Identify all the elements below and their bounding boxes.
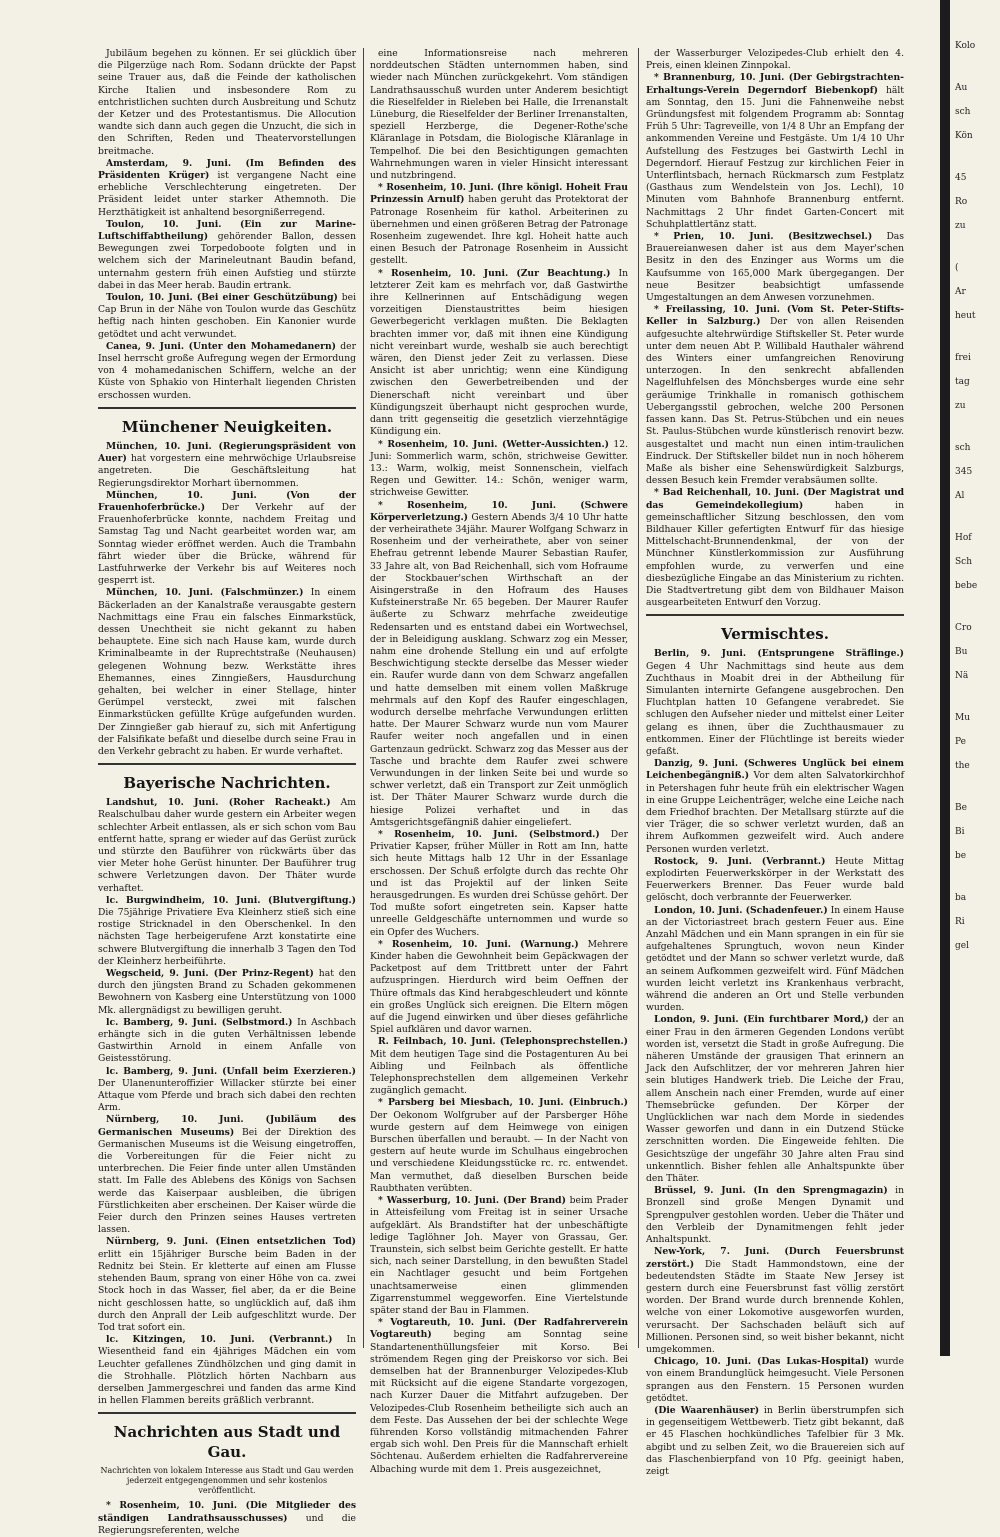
dateline: * Rosenheim, 10. Juni. (Wetter-Aussichten.): [378, 438, 610, 450]
item-text: hat vorgestern eine mehrwöchige Urlaubsreise angetreten. Die Geschäftsleitung hat Regierungsdirektor Morhart übernommen.: [98, 453, 356, 489]
dateline: R. Feilnbach, 10. Juni. (Telephonsprechstellen.): [378, 1036, 628, 1048]
adjacent-page-fragment: [955, 40, 1000, 1340]
item-text: Bei der Direktion des Germanischen Museums ist die Weisung eingetroffen, die Vorbereitungen für die Feier nicht zu unterbrechen. Die Feier finde unter allen Umständen statt. Im Falle des Ablebens des Königs von Sachsen werde das Kaiserpaar ausbleiben, die übrigen Fürstlichkeiten aber erscheinen. Der Kaiser würde die Feier durch den Prinzen seines Hauses vertreten lassen.: [98, 1126, 356, 1236]
dateline: Toulon, 10. Juni. (Ein zur Marine-Luftschiffabtheilung): [98, 218, 356, 243]
news-item: [370, 1317, 628, 1476]
news-item: [98, 797, 356, 895]
dateline: Wegscheid, 9. Juni. (Der Prinz-Regent): [106, 968, 314, 980]
dateline: * Prien, 10. Juni. (Besitzwechsel.): [654, 231, 873, 243]
news-item: [98, 1236, 356, 1334]
item-text: hält am Sonntag, den 15. Juni die Fahnenweihe nebst Gründungsfest mit folgendem Programm ab: Sonntag Früh 5 Uhr: Tagreveille, von 1/4 8 Uhr an Empfang der ankommenden Vereine und Festgäste. Um 1/4 10 Uhr Aufstellung des Festzuges bei Gastwirth Lechl in Degerndorf. Hierauf Festzug zur kirchlichen Feier in Unterflintsbach, hernach Rückmarsch zum Festplatz (Gasthaus zum Wendelstein von Jos. Lechl), 10 Minuten vom Bahnhofe Brannenburg entfernt. Nachmittags 2 Uhr findet Garten-Concert mit Schuhplattlertänz statt.: [646, 84, 904, 230]
item-text: hat den durch den jüngsten Brand zu Schaden gekommenen Bewohnern von Kasberg eine Unterstützung von 1000 Mk. allergnädigst zu bewilligen geruht.: [98, 968, 357, 1016]
news-item: [98, 968, 356, 1017]
news-item: [370, 439, 628, 500]
column-1: [98, 48, 357, 1536]
news-item: [646, 758, 904, 856]
dateline: * Wasserburg, 10. Juni. (Der Brand): [378, 1195, 566, 1207]
column-rule: [638, 48, 639, 1348]
dateline: New-York, 7. Juni. (Durch Feuersbrunst zerstört.): [646, 1246, 904, 1270]
news-item: [646, 1405, 904, 1478]
dateline: * Rosenheim, 10. Juni. (Schwere Körperverletzung.): [370, 499, 628, 523]
news-item: [646, 1014, 904, 1185]
dateline: Toulon, 10. Juni. (Bei einer Geschützübung): [106, 292, 338, 304]
fragment-line: (: [955, 263, 959, 273]
fragment-line: Be: [955, 803, 967, 813]
news-item: [646, 1356, 904, 1405]
dateline: Nürnberg, 10. Juni. (Jubiläum des Germanischen Museums): [98, 1114, 356, 1138]
news-item: [98, 158, 356, 219]
item-text: Die 75jährige Privatiere Eva Kleinherz stieß sich eine rostige Stricknadel in den Oberschenkel. In den nächsten Tage herbeigerufene Arzt konstatirte eine schwere Blutvergiftung die innerhalb 3 Tagen den Tod der Kleinherz herbeiführte.: [98, 907, 356, 967]
fragment-line: Hof: [955, 533, 972, 543]
news-item: [98, 1017, 356, 1066]
news-item: [370, 939, 628, 1037]
dateline: London, 9. Juni. (Ein furchtbarer Mord,): [654, 1014, 869, 1026]
news-item: [370, 1097, 628, 1195]
dateline: * Vogtareuth, 10. Juni. (Der Radfahrerverein Vogtareuth): [370, 1317, 628, 1341]
fragment-line: the: [955, 761, 970, 771]
item-text: In einem Hause an der Victoriastreet brach gestern Feuer aus. Eine Anzahl Mädchen und ein Mann sprangen in ein für sie aufgehaltenes Sprungtuch, wovon neun Kinder getödtet und der Mann so schwer verletzt wurde, daß an seinem Aufkommen gezweifelt wird. Fünf Mädchen wurden leicht verletzt ins Krankenhaus verbracht, während die anderen an Ort und Stelle verbunden wurden.: [646, 904, 905, 1014]
item-text: gehörender Ballon, dessen Bewegungen zwei Torpedoboote folgten und in welchem sich der Marineleutnant Baudin befand, unternahm gestern früh einen Aufstieg und stürzte dabei in das Meer herab. Baudin ertrank.: [98, 231, 356, 291]
item-text: Der Oekonom Wolfgruber auf der Parsberger Höhe wurde gestern auf dem Heimwege von einigen Burschen überfallen und beraubt. — In der Nacht von gestern auf heute wurde im Schulhaus eingebrochen und verschiedene Kleidungsstücke rc. rc. entwendet. Man vermuthet, daß dieselben Burschen beide Raubthaten verübten.: [370, 1109, 628, 1194]
section-heading-local: Nachrichten aus Stadt und Gau.: [113, 1423, 341, 1462]
news-item: [646, 72, 904, 231]
dateline: London, 10. Juni. (Schadenfeuer.): [654, 904, 828, 916]
fragment-line: Mu: [955, 713, 971, 723]
item-text: Der Privatier Kapser, früher Müller in Rott am Inn, hatte sich heute Mittags halb 12 Uhr in der Essanlage erschossen. Der Schuß erfolgte durch das rechte Ohr und ist das Projektil auf der linken Seite herausgedrungen. Es wurden drei Schüsse gehört. Der Tod mußte sofort eingetreten sein. Kapser hatte unreelle Geldgeschäfte unternommen und wurde so ein Opfer des Wuchers.: [370, 829, 628, 938]
dateline: München, 10. Juni. (Von der Frauenhoferbrücke.): [98, 489, 356, 513]
dateline: Chicago, 10. Juni. (Das Lukas-Hospital): [654, 1356, 869, 1368]
section-heading-munich: Münchener Neuigkeiten.: [121, 417, 333, 436]
news-item: [98, 490, 356, 588]
dateline: lc. Bamberg, 9. Juni. (Unfall beim Exerzieren.): [106, 1065, 356, 1077]
news-item: [98, 441, 356, 490]
fragment-line: Au: [955, 83, 968, 93]
item-text: der an einer Frau in den ärmeren Gegenden Londons verübt worden ist, versetzt die Stadt in große Aufregung. Die näheren Umstände der grausigen That erinnern an Jack den Aufschlitzer, der vor mehreren Jahren hier sein blutiges Handwerk trieb. Die Leiche der Frau, allem Anschein nach einer Fremden, wurde auf einer Themsebrücke gefunden. Der Körper der Unglücklichen war nach dem Morde in siedendes Wasser geworfen und dann in ein Dutzend Stücke zerschnitten worden. Die Eingeweide fehlten. Die Gesichtszüge der ungefähr 30 Jahre alten Frau sind unkenntlich. Bisher fehlen alle Anhaltspunkte über den Thäter.: [646, 1014, 905, 1185]
item-text: In letzterer Zeit kam es mehrfach vor, daß Gastwirthe ihre Kellnerinnen auf Entschädigung wegen vorzeitigen Dienstaustrittes beim hiesigen Gewerbegericht verklagen mußten. Die Beklagten brachten immer vor, daß mit ihnen eine Kündigung nicht vereinbart wurde, weshalb sie auch berechtigt wären, den Dienst jeder Zeit zu verlassen. Diese Ansicht ist aber unrichtig; wenn eine Kündigung zwischen den Gewerbetreibenden und der Dienerschaft nicht vereinbart und über Kündigungszeit überhaupt nicht gesprochen wurde, dann tritt gegenseitig die gesetzlich vierzehntägige Kündigung ein.: [370, 267, 629, 438]
item-text: In einem Bäckerladen an der Kanalstraße verausgabte gestern Nachmittags eine Frau ein falsches Einmarkstück, dessen Unechtheit sie nicht gekannt zu haben behauptete. Eine sich nach Hause kam, wurde durch Kriminalbeamte in der Ruprechtstraße (Neuhausen) gelegenen Wohnung bezw. Werkstätte ihres Ehemannes, eines Zinngießers, Hausdurchung gehalten, bei welcher in einer Stellage, hinter Gerümpel versteckt, zwei mit falschen Einmarkstücken gefüllte Krüge aufgefunden wurden. Der Zinngießer gab hierauf zu, sich mit Anfertigung der Falsifikate befaßt und dieselbe durch seine Frau in den Verkehr gebracht zu haben. Er wurde verhaftet.: [98, 587, 356, 757]
section-divider: [98, 1412, 356, 1414]
fragment-line: tag: [955, 377, 970, 387]
dateline: * Rosenheim, 10. Juni. (Ihre königl. Hoheit Frau Prinzessin Arnulf): [370, 182, 628, 206]
item-text: Der Ulanenunteroffizier Willacker stürzte bei einer Attaque vom Pferde und brach sich dabei den rechten Arm.: [98, 1077, 356, 1114]
fragment-line: Al: [955, 491, 965, 501]
dateline: Landshut, 10. Juni. (Roher Racheakt.): [106, 797, 331, 809]
article-text: der Wasserburger Velozipedes-Club erhielt den 4. Preis, einen kleinen Zinnpokal.: [646, 48, 904, 72]
fragment-line: Kön: [955, 131, 973, 141]
section-heading-bavaria: Bayerische Nachrichten.: [123, 774, 331, 793]
fragment-line: Bu: [955, 647, 968, 657]
newspaper-page: [98, 48, 918, 1536]
news-item: [98, 219, 356, 292]
item-text: Mit dem heutigen Tage sind die Postagenturen Au bei Aibling und Feilnbach als öffentliche Telephonsprechstellen dem allgemeinen Verkehr zugänglich gemacht.: [370, 1048, 628, 1097]
dateline: lc. Burgwindheim, 10. Juni. (Blutvergiftung.): [106, 894, 356, 906]
fragment-line: Nä: [955, 671, 969, 681]
news-item: [646, 905, 904, 1015]
item-text: Mehrere Kinder haben die Gewohnheit beim Gepäckwagen der Packetpost auf dem Trittbrett unter der Fahrt aufzuspringen. Hierdurch wird beim Oeffnen der Thüre oftmals das Kind herabgeschleudert und könnte ein großes Unglück sich ereignen. Die Eltern mögen auf die Jugend einwirken und über dieses gefährliche Spiel aufklären und davor warnen.: [370, 938, 628, 1036]
news-item: [370, 829, 628, 939]
fragment-line: Kolo: [955, 41, 976, 51]
fragment-line: ba: [955, 893, 967, 903]
dateline: * Brannenburg, 10. Juni. (Der Gebirgstrachten-Erhaltungs-Verein Degerndorf Biebenkopf): [646, 72, 904, 96]
dateline: * Freilassing, 10. Juni. (Vom St. Peter-Stifts-Keller in Salzburg.): [646, 304, 904, 328]
fragment-line: Pe: [955, 737, 966, 747]
fragment-line: heut: [955, 311, 976, 321]
news-item: [98, 1114, 356, 1236]
item-text: In Aschbach erhängte sich in die guten Verhältnissen lebende Gastwirthin Arnold in einem Anfalle von Geistesstörung.: [98, 1016, 356, 1065]
news-item: [370, 500, 628, 829]
dateline: Canea, 9. Juni. (Unter den Mohamedanern): [106, 340, 336, 352]
article-text: eine Informationsreise nach mehreren norddeutschen Städten unternommen haben, sind wieder nach München zurückgekehrt. Vom ständigen Landrathsausschuß wurden unter Anderem besichtigt die Rieselfelder in Rieleben bei Halle, die Irrenanstalt Lüneburg, die Rieselfelder der Berliner Irrenanstalten, speziell Herzberge, die Degener-Rothe'sche Kläranlage in Potsdam, die Biologische Kläranlage in Tempelhof. Die bei den Besichtigungen gemachten Wahrnehmungen waren in vieler Hinsicht interessant und nutzbringend.: [370, 48, 628, 182]
item-text: erlitt ein 15jähriger Bursche beim Baden in der Rednitz bei Stein. Er kletterte auf einen am Flusse stehenden Baum, sprang von einer Höhe von ca. zwei Stock hoch in das Wasser, fiel aber, da er die Beine nicht geschlossen hatte, so unglücklich auf, daß ihm durch den Anprall der Leib aufgeschlitzt wurde. Der Tod trat sofort ein.: [98, 1248, 356, 1333]
item-text: beging am Sonntag seine Standartenenthüllungsfeier mit Korso. Bei strömendem Regen ging der Preiskorso vor sich. Bei demselben hat der Brannenburger Velozipedes-Klub mit Rücksicht auf die eigene Standarte vorgezogen, nach Kurzer Dauer die Mitfahrt aufzugeben. Der Velozipedes-Club Rosenheim betheiligte sich auch an dem Feste. Das Aussehen der bei der schlechte Wege führenden Korso vollständig mitmachenden Fahrer ergab sich wohl. Den Preis für die Mannschaft erhielt Söchtenau. Außerdem erhielten die Radfahrervereine Albaching wurde mit dem 1. Preis ausgezeichnet,: [370, 1329, 628, 1475]
news-item: [98, 292, 356, 341]
news-item: [98, 1334, 356, 1407]
item-text: In Wiesentheid fand ein 4jähriges Mädchen ein vom Leuchter gefallenes Zündhölzchen und ging damit in die Strohhalle. Plötzlich hörten Nachbarn aus derselben Jammergeschrei und fanden das arme Kind in hellen Flammen bereits gräßlich verbrannt.: [98, 1334, 356, 1407]
section-heading-miscellany: Vermischtes.: [721, 625, 829, 644]
column-2: [370, 48, 629, 1475]
item-text: Die Stadt Hammondstown, eine der bedeutendsten Städte im Staate New Jersey ist gestern durch eine Feuersbrunst fast völlig zerstört worden. Der Brand wurde durch brennende Kohlen, welche von einer Lokomotive ausgeworfen wurden, verursacht. Der Sachschaden beläuft sich auf Millionen. Personen sind, so weit bisher bekannt, nicht umgekommen.: [646, 1258, 904, 1355]
item-text: 12. Juni: Sommerlich warm, schön, strichweise Gewitter. 13.: Warm, wolkig, meist Sonnenschein, vielfach Regen und Gewitter. 14.: Schön, weniger warm, strichweise Gewitter.: [370, 438, 628, 499]
news-item: [98, 587, 356, 758]
column-rule: [363, 48, 364, 1348]
news-item: [98, 1066, 356, 1115]
fragment-line: zu: [955, 221, 966, 231]
item-text: Am Realschulbau daher wurde gestern ein Arbeiter wegen schlechter Arbeit entlassen, als er sich schon vom Bau entfernt hatte, sprang er wieder auf das Gerüst zurück und stürzte den Bauführer von rückwärts über das vier Meter hohe Gerüst hinunter. Der Bauführer trug schwere Verletzungen davon. Der Thäter wurde verhaftet.: [98, 797, 356, 894]
news-item: [370, 268, 628, 439]
item-text: haben in gemeinschaftlicher Sitzung beschlossen, den vom Bildhauer Killer gefertigten Entwurf für das hiesige Mittelschacht-Brunnendenkmal, der von der Münchner Künstlerkommission zur Ausführung empfohlen wurde, zu verwerfen und eine diesbezügliche Eingabe an das Ministerium zu richten. Die Stadtvertretung gibt dem von Bildhauer Maison ausgearbeiteten Entwurf den Vorzug.: [646, 499, 905, 609]
page-gutter-edge: [940, 0, 950, 1356]
dateline: (Die Waarenhäuser): [654, 1404, 760, 1416]
dateline: München, 10. Juni. (Falschmünzer.): [106, 587, 304, 599]
dateline: Nürnberg, 9. Juni. (Einen entsetzlichen Tod): [106, 1236, 356, 1248]
item-text: der Insel herrscht große Aufregung wegen der Ermordung von 4 mohamedanischen Schiffern, welche an der Küste von Sphakio von Hinterhalt liegenden Christen erschossen wurden.: [98, 340, 356, 401]
news-item: [646, 1185, 904, 1246]
item-text: haben geruht das Protektorat der Patronage Rosenheim für kathol. Arbeiterinen zu übernehmen und einen größeren Betrag der Patronage Rosenheim zugewendet. Ihre kgl. Hoheit hatte auch einen Besuch der Patronage Rosenheim in Aussicht gestellt.: [370, 194, 629, 267]
news-item: [98, 1500, 356, 1537]
item-text: Das Brauereianwesen daher ist aus dem Mayer'schen Besitz in den des Enzinger aus Worms um die Kaufsumme von 165,000 Mark übergegangen. Der neue Besitzer beabsichtigt umfassende Umgestaltungen an dem Anwesen vorzunehmen.: [646, 231, 904, 304]
dateline: Brüssel, 9. Juni. (In den Sprengmagazin): [654, 1185, 888, 1197]
news-item: [646, 304, 904, 487]
fragment-line: gel: [955, 941, 969, 951]
fragment-line: be: [955, 851, 967, 861]
item-text: Der Verkehr auf der Frauenhoferbrücke konnte, nachdem Freitag und Samstag Tag und Nacht gearbeitet worden war, am Sonntag wieder eröffnet werden. Auch die Trambahn fährt wieder über die Brücke, während für Lastfuhrwerke der Verkehr bis auf Weiteres noch gesperrt ist.: [98, 501, 356, 587]
fragment-line: Cro: [955, 623, 972, 633]
dateline: Danzig, 9. Juni. (Schweres Unglück bei einem Leichenbegängniß.): [646, 758, 904, 782]
fragment-line: Ro: [955, 197, 968, 207]
dateline: Rostock, 9. Juni. (Verbrannt.): [654, 855, 826, 867]
fragment-line: zu: [955, 401, 966, 411]
item-text: bei Cap Brun in der Nähe von Toulon wurde das Geschütz heftig nach hinten geschoben. Ein Kanonier wurde getödtet und acht verwundet.: [98, 292, 357, 340]
fragment-line: 45: [955, 173, 967, 183]
news-item: [370, 1195, 628, 1317]
item-text: Gegen 4 Uhr Nachmittags sind heute aus dem Zuchthaus in Moabit drei in der Abtheilung für Simulanten internirte Gefangene ausgebrochen. Den Fluchtplan hatten 10 Gefangene verabredet. Sie schlugen den Aufseher nieder und mittelst einer Leiter gelang es ihnen, über die Zuchthausmauer zu entkommen. Einer der Flüchtlinge ist bereits wieder gefaßt.: [646, 660, 904, 757]
news-item: [646, 231, 904, 304]
dateline: Amsterdam, 9. Juni. (Im Befinden des Präsidenten Krüger): [98, 157, 356, 182]
article-text: Jubiläum begehen zu können. Er sei glücklich über die Pilgerzüge nach Rom. Sodann drückte der Papst seine Trauer aus, daß die Feinde der katholischen Kirche Italien und insbesondere Rom zu entchristlichen suchten durch Ausbreitung und Schutz der Ketzer und des Protestantismus. Die Allocution wandte sich dann auch gegen die Unzucht, die sich in den Schriften, Reden und Theatervorstellungen breitmache.: [98, 48, 356, 157]
column-3: [646, 48, 905, 1477]
news-item: [646, 648, 904, 758]
dateline: lc. Kitzingen, 10. Juni. (Verbrannt.): [106, 1334, 333, 1346]
fragment-line: Sch: [955, 557, 973, 567]
fragment-line: Ri: [955, 917, 965, 927]
dateline: * Rosenheim, 10. Juni. (Die Mitglieder des ständigen Landrathsausschusses): [98, 1500, 356, 1524]
item-text: ist vergangene Nacht eine erhebliche Verschlechterung eingetreten. Der Präsident leidet unter starker Athemnoth. Die Herzthätigkeit ist anhaltend besorgnißerregend.: [98, 170, 357, 218]
news-item: [370, 1036, 628, 1097]
fragment-line: 345: [955, 467, 973, 477]
fragment-line: frei: [955, 353, 971, 363]
item-text: in Berlin überstrumpfen sich in gegenseitigem Wettbewerb. Tietz gibt bekannt, daß er 45 Flaschen hochkündliches Tafelbier für 3 Mk. abgibt und zu selben Zeit, wo die Brauereien sich auf das Flaschenbierpfand von 10 Pfg. geeinigt haben, zeigt: [646, 1404, 904, 1477]
item-text: und die Regierungsreferenten, welche: [98, 1512, 356, 1536]
section-note: Nachrichten von lokalem Interesse aus Stadt und Gau werden jederzeit entgegengenommen und sehr kostenlos veröffentlicht.: [100, 1466, 354, 1496]
item-text: beim Prader in Atteisfeilung vom Freitag ist in seiner Ursache aufgeklärt. Als Brandstifter hat der unbeschäftigte ledige Taglöhner Joh. Mayer von Grassau, Ger. Traunstein, sich selbst beim Gerichte gestellt. Er hatte sich, nach seiner Darstellung, in den bewußten Stadel ein Nachtlager gesucht und beim Fortgehen unachtsamerweise einen glimmenden Zigarrenstummel weggeworfen. Eine Viertelstunde später stand der Bau in Flammen.: [370, 1195, 629, 1316]
news-item: [646, 856, 904, 905]
item-text: in Bronzell sind große Mengen Dynamit und Sprengpulver gestohlen worden. Ueber die Thäter und den Verbleib der Dynamitmengen fehlt jeder Anhaltspunkt.: [646, 1185, 904, 1246]
section-divider: [646, 614, 904, 616]
news-item: [646, 487, 904, 609]
fragment-line: bebe: [955, 581, 978, 591]
item-text: Vor dem alten Salvatorkirchhof in Petershagen fuhr heute früh ein elektrischer Wagen in eine Gruppe Leichenträger, welche eine Leiche nach dem Friedhof brachten. Der Metallsarg stürzte auf die vier Träger, die so schwer verletzt wurden, daß an ihrem Aufkommen gezweifelt wird. Auch andere Personen wurden verletzt.: [646, 770, 904, 855]
news-item: [646, 1246, 904, 1356]
section-divider: [98, 763, 356, 765]
dateline: Berlin, 9. Juni. (Entsprungene Sträflinge.): [654, 648, 904, 660]
dateline: * Parsberg bei Miesbach, 10. Juni. (Einbruch.): [378, 1097, 628, 1109]
item-text: Gestern Abends 3/4 10 Uhr hatte der verheirathete 34jähr. Maurer Wolfgang Schwarz in Rosenheim und der verheirathete, aber von seiner Ehefrau getrennt lebende Maurer Sebastian Raufer, 33 Jahre alt, von Bad Reichenhall, sich vom Hofraume der Stockbauer'schen Wirthschaft an der Aisingerstraße in den Hofraum des Hauses Kufsteinerstraße Nr. 65 begeben. Der Maurer Raufer äußerte zu Schwarz mehrfache zweideutige Redensarten und es entstand dabei ein Wortwechsel, der in Beleidigung ausklang. Schwarz zog ein Messer, nahm eine drohende Stellung ein und auf erfolgte Beschwichtigung steckte derselbe das Messer wieder ein. Raufer wurde dann von dem Schwarz angefallen und hatte demselben mit einem vollen Maßkruge mehrmals auf den Kopf des Raufer eingeschlagen, wodurch derselbe mehrfache Verwundungen erlitten hatte. Der Maurer Schwarz wurde nun vom Maurer Raufer weiter noch angefallen und in einen Gartenzaun gedrückt. Schwarz zog das Messer aus der Tasche und brachte dem Raufer zwei schwere Verwundungen in der linken Seite bei und wurde so schwer verletzt, daß ein Transport zur Zeit unmöglich ist. Der Thäter Maurer Schwarz wurde durch die hiesige Polizei verhaftet und in das Amtsgerichtsgefängniß dahier eingeliefert.: [370, 511, 628, 828]
fragment-line: Bi: [955, 827, 965, 837]
dateline: * Rosenheim, 10. Juni. (Warnung.): [378, 938, 579, 950]
item-text: wurde von einem Brandunglück heimgesucht. Viele Personen sprangen aus den Fenstern. 15 Personen wurden getödtet.: [646, 1356, 904, 1404]
news-item: [98, 895, 356, 968]
section-divider: [98, 407, 356, 409]
fragment-line: sch: [955, 107, 971, 117]
dateline: * Bad Reichenhall, 10. Juni. (Der Magistrat und das Gemeindekollegium): [646, 487, 904, 511]
item-text: Heute Mittag explodirten Feuerwerkskörper in der Werkstatt des Feuerwerkers Brenner. Das Feuer wurde bald gelöscht, doch verbrannte der Feuerwerker.: [646, 855, 905, 904]
news-item: [98, 341, 356, 402]
item-text: Der von allen Reisenden aufgesuchte altehrwürdige Stiftskeller St. Peter wurde unter dem neuen Abt P. Willibald Hauthaler während des Winters einer umfangreichen Renovirung unterzogen. In den senkrecht abfallenden Nagelfluhfelsen des Mönchsberges wurde eine sehr geräumige Trinkhalle in romanisch gothischem Uebergangsstil gebrochen, welche 200 Personen fassen kann. Das St. Petrus-Stübchen und ein neues St. Paulus-Stübchen wurde künstlerisch renovirt bezw. ausgestaltet und macht nun einen intim-traulichen Eindruck. Der Stiftskeller bildet nun in noch höherem Maße als bisher eine Sehenswürdigkeit Salzburgs, dessen Besuch kein Fremder verabsäumen sollte.: [646, 316, 904, 487]
dateline: lc. Bamberg, 9. Juni. (Selbstmord.): [106, 1016, 293, 1028]
dateline: * Rosenheim, 10. Juni. (Zur Beachtung.): [378, 267, 611, 279]
news-item: [370, 182, 628, 267]
dateline: * Rosenheim, 10. Juni. (Selbstmord.): [378, 829, 600, 840]
fragment-line: sch: [955, 443, 971, 453]
fragment-line: Ar: [955, 287, 966, 297]
dateline: München, 10. Juni. (Regierungspräsident von Auer): [98, 440, 356, 465]
